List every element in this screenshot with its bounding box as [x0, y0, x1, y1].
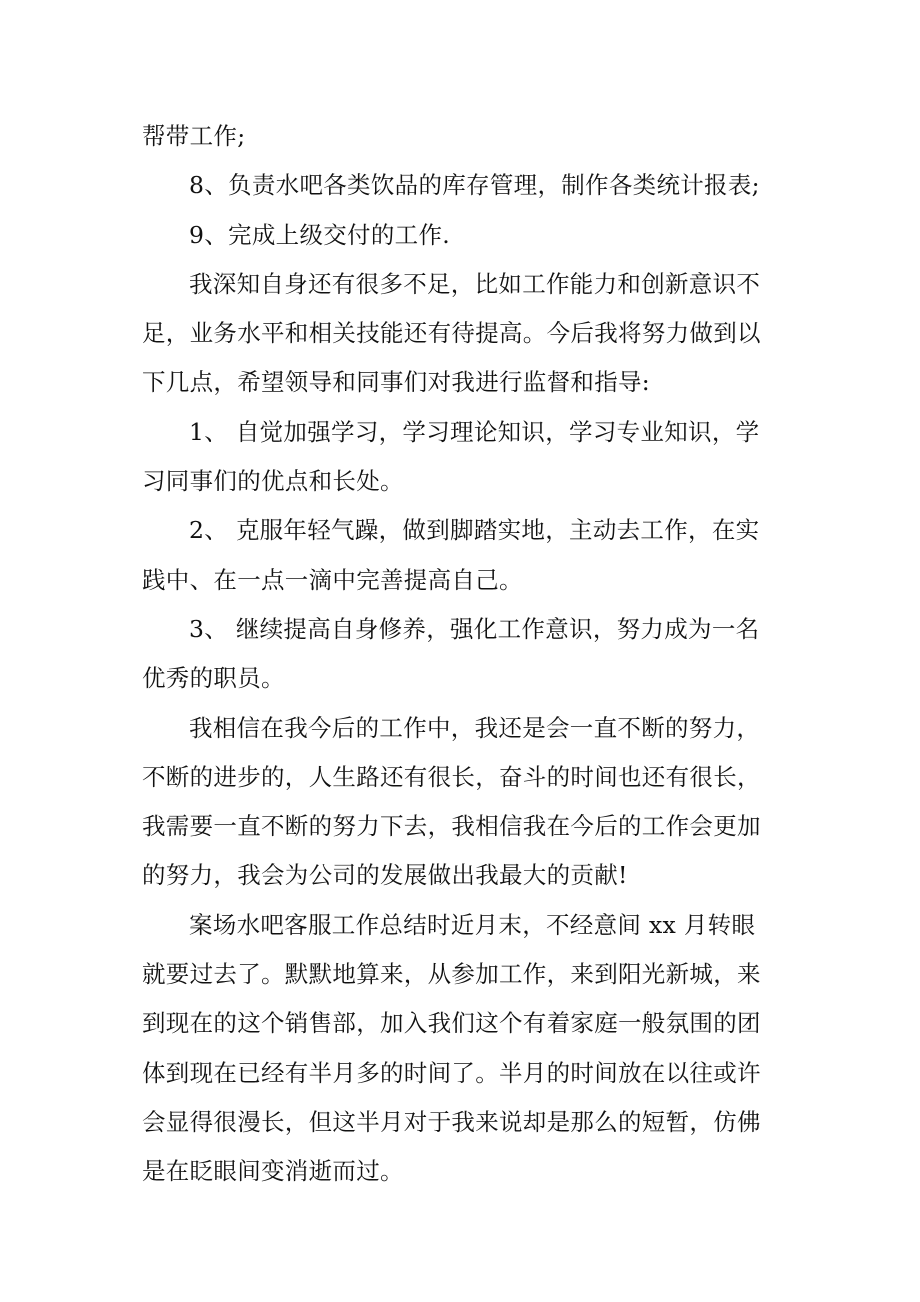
paragraph — [142, 112, 782, 161]
text-line: 9、完成上级交付的工作. — [189, 220, 451, 249]
text-line: 8、负责水吧各类饮品的库存管理，制作各类统计报表; — [189, 171, 760, 200]
paragraph — [142, 605, 782, 704]
text-line: 2、 克服年轻气躁，做到脚踏实地，主动去工作，在实 — [189, 516, 760, 545]
text-line: 是在眨眼间变消逝而过。 — [142, 1157, 404, 1186]
text-line: 案场水吧客服工作总结时近月末，不经意间 xx 月转眼 — [189, 910, 756, 939]
text-line: 足，业务水平和相关技能还有待提高。今后我将努力做到以 — [142, 319, 761, 348]
text-line: 我需要一直不断的努力下去，我相信我在今后的工作会更加 — [142, 812, 761, 841]
text-line: 下几点，希望领导和同事们对我进行监督和指导: — [142, 368, 651, 397]
text-line: 践中、在一点一滴中完善提高自己。 — [142, 565, 523, 594]
text-line: 优秀的职员。 — [142, 664, 285, 693]
text-line: 我深知自身还有很多不足，比如工作能力和创新意识不 — [189, 269, 761, 298]
text-line: 到现在的这个销售部，加入我们这个有着家庭一般氛围的团 — [142, 1009, 761, 1038]
text-line: 3、 继续提高自身修养，强化工作意识，努力成为一名 — [189, 614, 760, 643]
paragraph — [142, 211, 782, 260]
text-line: 1、 自觉加强学习，学习理论知识，学习专业知识，学 — [189, 417, 760, 446]
text-line: 会显得很漫长，但这半月对于我来说却是那么的短暂，仿佛 — [142, 1107, 761, 1136]
paragraph — [142, 161, 782, 210]
paragraph — [142, 901, 782, 1197]
text-line: 体到现在已经有半月多的时间了。半月的时间放在以往或许 — [142, 1058, 761, 1087]
paragraph — [142, 704, 782, 901]
text-line: 不断的进步的，人生路还有很长，奋斗的时间也还有很长， — [142, 762, 761, 791]
text-line: 就要过去了。默默地算来，从参加工作，来到阳光新城，来 — [142, 960, 761, 989]
text-line: 习同事们的优点和长处。 — [142, 467, 404, 496]
document-body — [142, 112, 782, 1197]
text-line: 帮带工作; — [142, 122, 246, 150]
paragraph — [142, 506, 782, 605]
paragraph — [142, 408, 782, 507]
text-line: 我相信在我今后的工作中，我还是会一直不断的努力， — [189, 713, 761, 742]
paragraph — [142, 260, 782, 408]
text-line: 的努力，我会为公司的发展做出我最大的贡献! — [142, 861, 628, 890]
